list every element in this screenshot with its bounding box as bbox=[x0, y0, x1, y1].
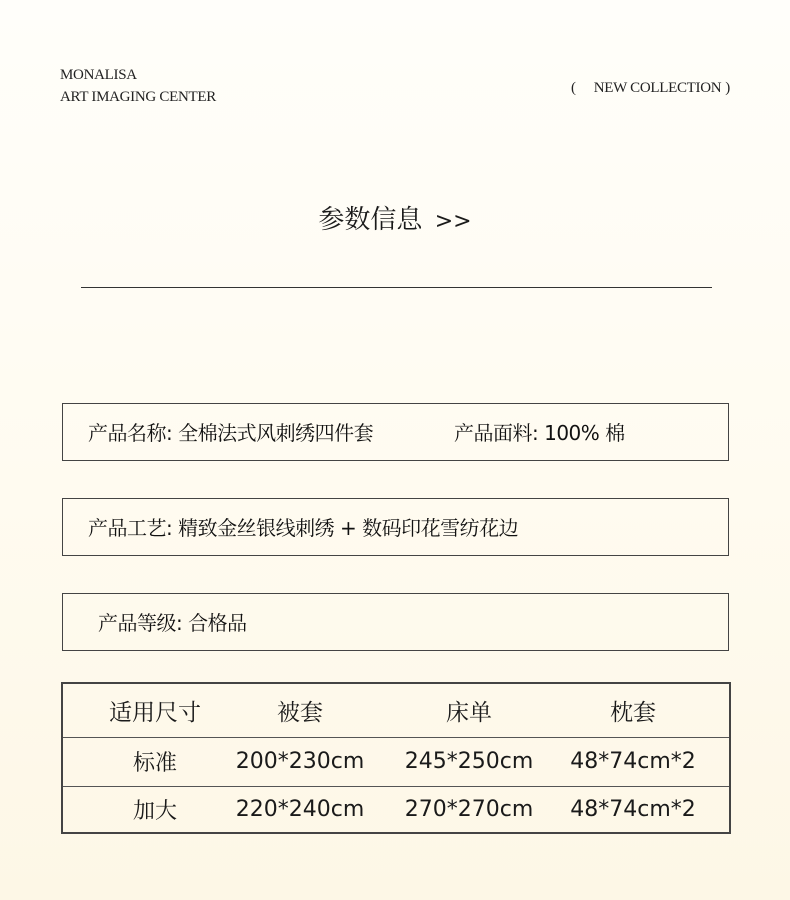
table-cell: 270*270cm bbox=[404, 797, 534, 822]
table-header-cell: 被套 bbox=[277, 700, 323, 726]
table-cell: 48*74cm*2 bbox=[570, 797, 696, 822]
table-header-cell: 适用尺寸 bbox=[109, 700, 201, 726]
product-grade: 产品等级: 合格品 bbox=[98, 611, 247, 635]
collection-paren-left: ( bbox=[571, 80, 576, 96]
section-title-text: 参数信息 bbox=[318, 205, 423, 235]
table-row bbox=[63, 787, 729, 832]
brand-subtitle: ART IMAGING CENTER bbox=[60, 89, 216, 105]
table-cell: 标准 bbox=[132, 751, 177, 776]
info-box-grade bbox=[62, 593, 729, 651]
table-cell: 加大 bbox=[132, 799, 177, 824]
product-name: 产品名称: 全棉法式风刺绣四件套 bbox=[88, 421, 374, 445]
table-cell: 200*230cm bbox=[235, 749, 365, 774]
info-box-craft bbox=[62, 498, 729, 556]
info-box-name-fabric bbox=[62, 403, 729, 461]
title-divider bbox=[81, 287, 712, 288]
brand-logo-text bbox=[60, 64, 216, 108]
section-title bbox=[0, 200, 790, 242]
size-table bbox=[61, 682, 731, 834]
collection-paren-right: ) bbox=[725, 80, 730, 96]
table-header-cell: 枕套 bbox=[610, 700, 656, 726]
section-title-arrow: >> bbox=[434, 209, 472, 234]
brand-name: MONALISA bbox=[60, 67, 137, 83]
product-craft: 产品工艺: 精致金丝银线刺绣 + 数码印花雪纺花边 bbox=[88, 516, 519, 540]
product-fabric: 产品面料: 100% 棉 bbox=[454, 421, 625, 445]
collection-label bbox=[571, 80, 730, 97]
table-header-row bbox=[63, 684, 729, 738]
table-row bbox=[63, 737, 729, 787]
table-cell: 48*74cm*2 bbox=[570, 749, 696, 774]
table-cell: 220*240cm bbox=[235, 797, 365, 822]
collection-text: NEW COLLECTION bbox=[593, 80, 722, 96]
table-header-cell: 床单 bbox=[446, 700, 492, 726]
table-cell: 245*250cm bbox=[404, 749, 534, 774]
